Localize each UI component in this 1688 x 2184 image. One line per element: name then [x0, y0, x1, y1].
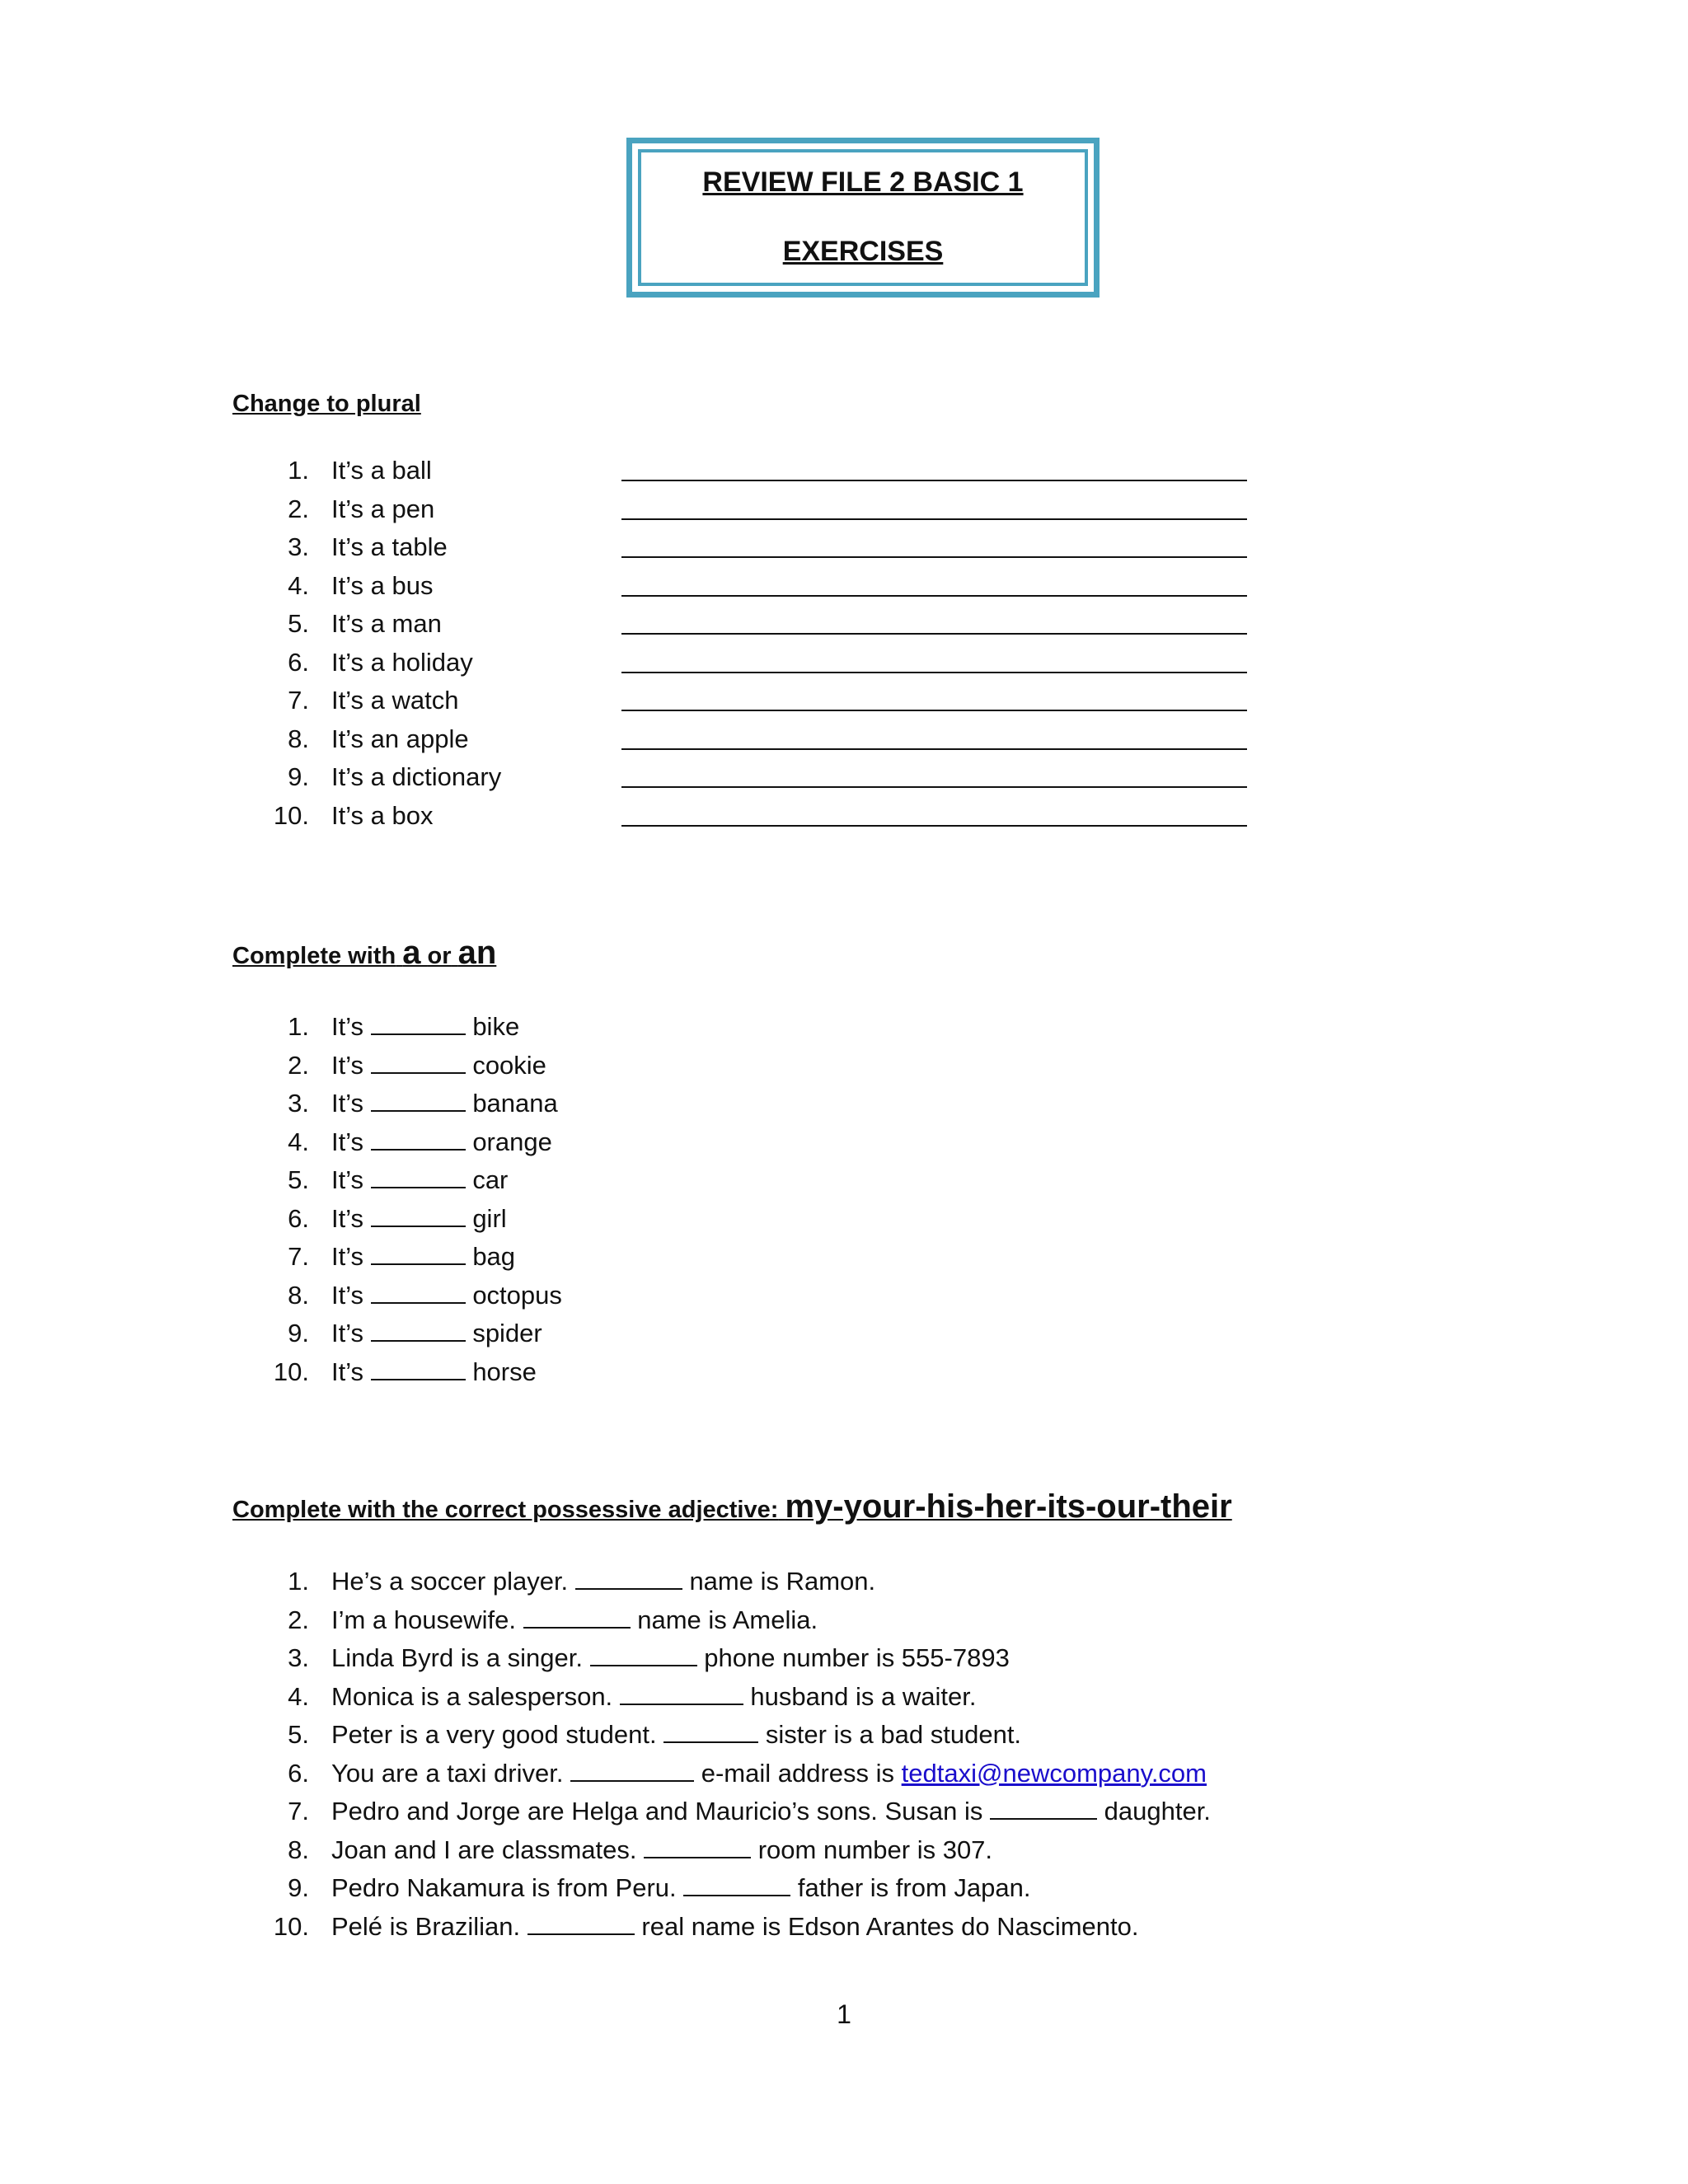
answer-blank[interactable] — [371, 1051, 466, 1074]
item-text: It’s a man — [331, 609, 442, 638]
answer-blank[interactable] — [528, 1912, 635, 1935]
item-text-before: Joan and I are classmates. — [331, 1835, 637, 1864]
item-text-before: He’s a soccer player. — [331, 1567, 569, 1596]
item-text — [331, 1908, 1139, 1946]
answer-line[interactable] — [621, 595, 1247, 597]
item-text: It’s a table — [331, 532, 448, 561]
answer-blank[interactable] — [590, 1643, 697, 1666]
item-number: 9. — [288, 1319, 309, 1347]
item-number: 3. — [288, 1643, 309, 1672]
section3-heading — [232, 1488, 1232, 1526]
item-text-after: phone number is 555-7893 — [704, 1643, 1010, 1672]
item-text-after: room number is 307. — [757, 1835, 993, 1864]
item-text-before: Pedro and Jorge are Helga and Mauricio’s sons. Susan is — [331, 1797, 983, 1825]
item-text-after: daughter. — [1104, 1797, 1211, 1825]
list-item — [0, 528, 1688, 566]
email-link[interactable]: tedtaxi@newcompany.com — [901, 1758, 1207, 1788]
item-text-after: father is from Japan. — [797, 1873, 1031, 1902]
title-box — [626, 138, 1100, 298]
list-item — [0, 1601, 1688, 1639]
list-item — [0, 1200, 1688, 1238]
list-item — [0, 1161, 1688, 1199]
item-text-before: It’s — [331, 1203, 364, 1233]
heading-prefix: Complete with the correct possessive adjective: — [232, 1497, 779, 1523]
item-number: 4. — [288, 1127, 309, 1156]
answer-blank[interactable] — [575, 1567, 682, 1590]
list-item — [0, 682, 1688, 719]
item-number: 7. — [288, 1242, 309, 1271]
answer-line[interactable] — [621, 556, 1247, 558]
item-text-after: bike — [472, 1012, 520, 1041]
list-item — [0, 1123, 1688, 1161]
item-text-before: It’s — [331, 1165, 364, 1194]
item-text-after: girl — [472, 1203, 507, 1233]
item-text — [331, 1047, 546, 1085]
answer-blank[interactable] — [371, 1127, 466, 1151]
answer-blank[interactable] — [371, 1012, 466, 1035]
answer-blank[interactable] — [663, 1720, 758, 1743]
item-text: It’s a ball — [331, 456, 432, 485]
list-item — [0, 1315, 1688, 1352]
document-subtitle: EXERCISES — [782, 236, 944, 267]
item-text-after: sister is a bad student. — [765, 1720, 1022, 1749]
answer-line[interactable] — [621, 633, 1247, 635]
item-text — [331, 1200, 507, 1238]
answer-blank[interactable] — [371, 1357, 466, 1380]
item-text-before: You are a taxi driver. — [331, 1758, 564, 1788]
list-item — [0, 1716, 1688, 1754]
item-text-before: Pedro Nakamura is from Peru. — [331, 1873, 677, 1902]
answer-blank[interactable] — [371, 1089, 466, 1112]
item-number: 1. — [288, 456, 309, 485]
item-text-after: name is Ramon. — [689, 1567, 876, 1596]
list-item — [0, 605, 1688, 643]
answer-blank[interactable] — [371, 1204, 466, 1227]
item-text-before: Linda Byrd is a singer. — [331, 1643, 584, 1672]
item-text: It’s an apple — [331, 724, 469, 753]
item-number: 10. — [273, 1911, 309, 1941]
item-text-before: It’s — [331, 1357, 364, 1386]
list-item — [0, 758, 1688, 796]
answer-line[interactable] — [621, 480, 1247, 481]
item-number: 7. — [288, 1797, 309, 1825]
item-number: 2. — [288, 1050, 309, 1080]
item-text-before: It’s — [331, 1242, 364, 1271]
item-text-before: It’s — [331, 1089, 364, 1118]
item-text: It’s a pen — [331, 494, 435, 523]
item-text-after: e-mail address is — [701, 1758, 895, 1788]
item-text — [331, 1869, 1030, 1907]
item-number: 2. — [288, 494, 309, 523]
list-item — [0, 452, 1688, 490]
section2-heading — [232, 935, 496, 972]
answer-blank[interactable] — [371, 1319, 466, 1342]
item-text — [331, 1161, 508, 1199]
page-number: 1 — [837, 1999, 851, 2029]
item-text-after: car — [472, 1165, 509, 1194]
item-number: 8. — [288, 1280, 309, 1310]
list-item — [0, 1008, 1688, 1046]
list-item — [0, 1908, 1688, 1946]
item-number: 5. — [288, 609, 309, 638]
answer-line[interactable] — [621, 748, 1247, 750]
item-number: 4. — [288, 570, 309, 600]
list-item — [0, 1793, 1688, 1830]
item-number: 1. — [288, 1567, 309, 1596]
item-text — [331, 1563, 875, 1601]
answer-blank[interactable] — [683, 1873, 790, 1896]
item-text — [331, 1755, 1207, 1793]
list-item — [0, 1678, 1688, 1716]
item-number: 8. — [288, 724, 309, 753]
item-text — [331, 1238, 515, 1276]
answer-line[interactable] — [621, 786, 1247, 788]
list-item — [0, 797, 1688, 835]
answer-blank[interactable] — [371, 1281, 466, 1304]
item-text — [331, 1831, 992, 1869]
answer-line[interactable] — [621, 825, 1247, 827]
list-item — [0, 1831, 1688, 1869]
list-item — [0, 1238, 1688, 1276]
item-number: 3. — [288, 532, 309, 561]
list-item — [0, 1639, 1688, 1677]
answer-blank[interactable] — [990, 1797, 1097, 1820]
answer-blank[interactable] — [371, 1242, 466, 1265]
list-item — [0, 1047, 1688, 1085]
list-item — [0, 1563, 1688, 1601]
item-number: 2. — [288, 1605, 309, 1634]
item-text-after: orange — [472, 1127, 552, 1156]
item-number: 3. — [288, 1089, 309, 1118]
item-text-before: Peter is a very good student. — [331, 1720, 657, 1749]
list-item — [0, 1755, 1688, 1793]
item-text — [331, 1085, 558, 1122]
item-text-after: husband is a waiter. — [750, 1681, 977, 1711]
item-text-before: Monica is a salesperson. — [331, 1681, 613, 1711]
list-item — [0, 490, 1688, 528]
item-text-after: name is Amelia. — [637, 1605, 818, 1634]
item-text — [331, 1277, 562, 1315]
item-text — [331, 1123, 552, 1161]
item-text: It’s a watch — [331, 686, 459, 715]
item-number: 6. — [288, 647, 309, 677]
item-text-before: It’s — [331, 1280, 364, 1310]
heading-or: or — [427, 943, 452, 969]
answer-line[interactable] — [621, 710, 1247, 711]
item-number: 9. — [288, 1873, 309, 1902]
item-number: 1. — [288, 1012, 309, 1041]
heading-words: my-your-his-her-its-our-their — [785, 1488, 1232, 1525]
item-text-after: horse — [472, 1357, 537, 1386]
item-text-after: banana — [472, 1089, 558, 1118]
item-text-after: bag — [472, 1242, 516, 1271]
item-text — [331, 1678, 976, 1716]
list-item — [0, 1277, 1688, 1315]
item-text: It’s a dictionary — [331, 762, 502, 791]
section1-heading: Change to plural — [232, 391, 421, 417]
answer-line[interactable] — [621, 672, 1247, 673]
item-text — [331, 1793, 1211, 1830]
item-number: 5. — [288, 1165, 309, 1194]
document-title: REVIEW FILE 2 BASIC 1 — [702, 166, 1024, 198]
item-number: 6. — [288, 1203, 309, 1233]
item-number: 5. — [288, 1720, 309, 1749]
item-number: 10. — [273, 800, 309, 830]
item-text-before: It’s — [331, 1127, 364, 1156]
item-text — [331, 1008, 519, 1046]
item-text: It’s a bus — [331, 570, 434, 600]
item-text: It’s a box — [331, 800, 434, 830]
list-item — [0, 644, 1688, 682]
item-text-after: real name is Edson Arantes do Nascimento. — [641, 1911, 1139, 1941]
item-number: 9. — [288, 762, 309, 791]
item-text: It’s a holiday — [331, 647, 473, 677]
item-text-after: cookie — [472, 1050, 546, 1080]
answer-blank[interactable] — [644, 1835, 751, 1858]
item-text — [331, 1353, 537, 1391]
heading-an: an — [457, 935, 497, 971]
item-number: 10. — [273, 1357, 309, 1386]
list-item — [0, 567, 1688, 605]
list-item — [0, 1353, 1688, 1391]
item-text — [331, 1716, 1021, 1754]
item-text — [331, 1639, 1010, 1677]
item-text-before: It’s — [331, 1319, 364, 1347]
item-number: 8. — [288, 1835, 309, 1864]
list-item — [0, 1085, 1688, 1122]
item-text-after: octopus — [472, 1280, 562, 1310]
item-number: 6. — [288, 1758, 309, 1788]
item-text — [331, 1315, 542, 1352]
answer-blank[interactable] — [371, 1165, 466, 1188]
answer-blank[interactable] — [570, 1759, 694, 1782]
list-item — [0, 720, 1688, 758]
list-item — [0, 1869, 1688, 1907]
item-text-before: It’s — [331, 1012, 364, 1041]
item-text-after: spider — [472, 1319, 542, 1347]
item-number: 4. — [288, 1681, 309, 1711]
item-text-before: I’m a housewife. — [331, 1605, 516, 1634]
answer-blank[interactable] — [523, 1605, 631, 1629]
answer-line[interactable] — [621, 518, 1247, 520]
heading-prefix: Complete with — [232, 943, 396, 969]
item-text — [331, 1601, 818, 1639]
heading-a: a — [402, 935, 421, 971]
item-text-before: It’s — [331, 1050, 364, 1080]
item-text-before: Pelé is Brazilian. — [331, 1911, 521, 1941]
item-number: 7. — [288, 686, 309, 715]
answer-blank[interactable] — [620, 1682, 743, 1705]
